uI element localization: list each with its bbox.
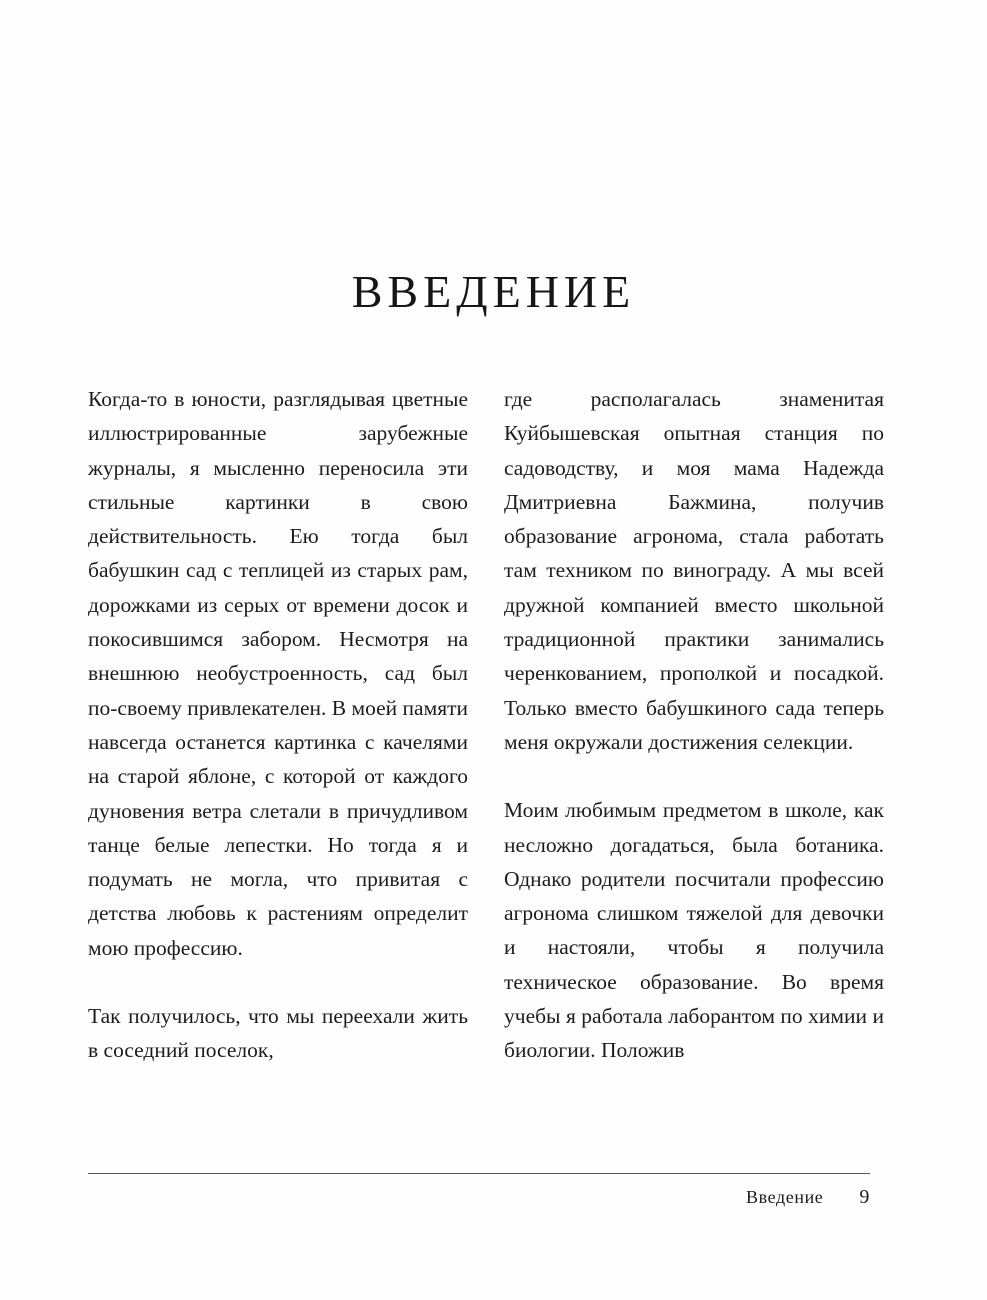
column-right — [504, 382, 884, 1068]
page-number: 9 — [859, 1186, 870, 1208]
column-left — [88, 382, 468, 1068]
paragraph: где располагалась знаменитая Куйбышевская опытная станция по садоводству, и моя мама Надежда Дмитриевна Бажмина, получив образование агронома, стала работать там техником по винограду. А мы всей дружной компанией вместо школьной традиционной практики занимались черенкованием, прополкой и посадкой. Только вместо бабушкиного сада теперь меня окружали достижения селекции. — [504, 387, 884, 754]
two-column-body — [88, 382, 900, 1068]
footer-divider — [88, 1173, 870, 1174]
paragraph: Когда-то в юности, разглядывая цветные иллюстрированные зарубежные журналы, я мысленно переносила эти стильные картинки в свою действительность. Ею тогда был бабушкин сад с теплицей из старых рам, дорожками из серых от времени досок и покосившимся забором. Несмотря на внешнюю необустроенность, сад был по-своему привлекателен. В моей памяти навсегда останется картинка с качелями на старой яблоне, с которой от каждого дуновения ветра слетали в причудливом танце белые лепестки. Но тогда я и подумать не могла, что привитая с детства любовь к растениям определит мою профессию. — [88, 387, 468, 960]
page-title: ВВЕДЕНИЕ — [351, 265, 636, 317]
footer-section-label: Введение — [746, 1187, 824, 1207]
page-footer — [88, 1186, 870, 1209]
paragraph: Так получилось, что мы переехали жить в соседний поселок, — [88, 1004, 468, 1063]
paragraph: Моим любимым предметом в школе, как несложно догадаться, была ботаника. Однако родители посчитали профессию агронома слишком тяжелой для девочки и настояли, чтобы я получила техническое образование. Во время учебы я работала лаборантом по химии и биологии. Положив — [504, 798, 884, 1063]
